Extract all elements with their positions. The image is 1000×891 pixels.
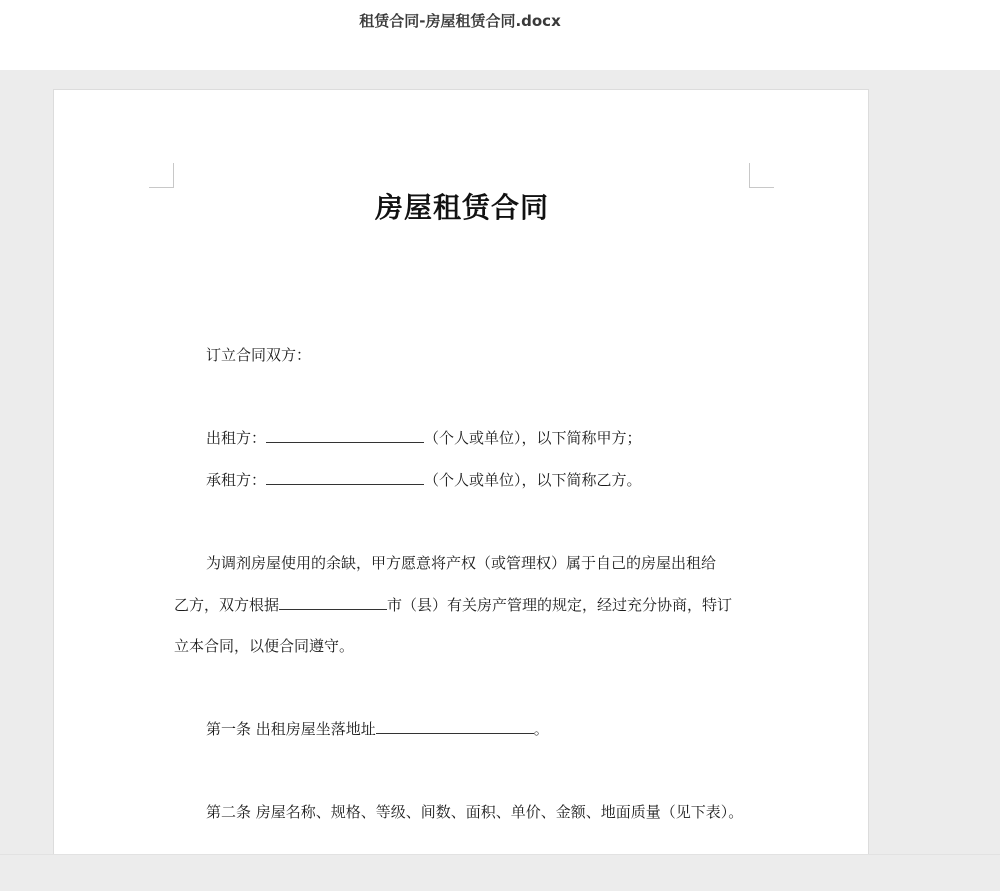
document-heading: 房屋租赁合同 — [374, 191, 549, 224]
lessee-suffix: （个人或单位），以下简称乙方。 — [424, 471, 642, 489]
preamble-line-2-prefix: 乙方，双方根据 — [174, 596, 280, 614]
margin-corner-mark-top-right — [749, 163, 774, 188]
preamble-line-2-suffix: 市（县）有关房产管理的规定，经过充分协商，特订 — [387, 596, 733, 614]
article-2: 第二条 房屋名称、规格、等级、间数、面积、单价、金额、地面质量（见下表）。 — [206, 803, 744, 821]
article-1-end: 。 — [533, 720, 549, 738]
preamble-line-1: 为调剂房屋使用的余缺，甲方愿意将产权（或管理权）属于自己的房屋出租给 — [206, 554, 717, 572]
margin-corner-mark-top-left — [149, 163, 174, 188]
city-blank — [279, 595, 387, 610]
lessee-blank — [266, 470, 424, 485]
lessor-line — [174, 428, 750, 448]
bottom-bar — [0, 854, 1000, 891]
lessor-label: 出租方： — [206, 429, 267, 447]
preamble-line-2 — [174, 595, 750, 615]
article-1-text: 第一条 出租房屋坐落地址 — [206, 720, 376, 738]
lessor-blank — [266, 428, 424, 443]
article-1 — [174, 719, 750, 739]
title-bar — [0, 0, 1000, 70]
parties-intro: 订立合同双方： — [206, 346, 312, 364]
lessee-label: 承租方： — [206, 471, 267, 489]
document-page[interactable] — [53, 89, 869, 879]
document-viewer[interactable] — [0, 70, 1000, 854]
lessee-line — [174, 470, 750, 490]
document-filename: 租赁合同-房屋租赁合同.docx — [359, 12, 561, 30]
address-blank — [376, 719, 534, 734]
lessor-suffix: （个人或单位），以下简称甲方； — [424, 429, 642, 447]
preamble-line-3: 立本合同，以便合同遵守。 — [174, 637, 355, 655]
